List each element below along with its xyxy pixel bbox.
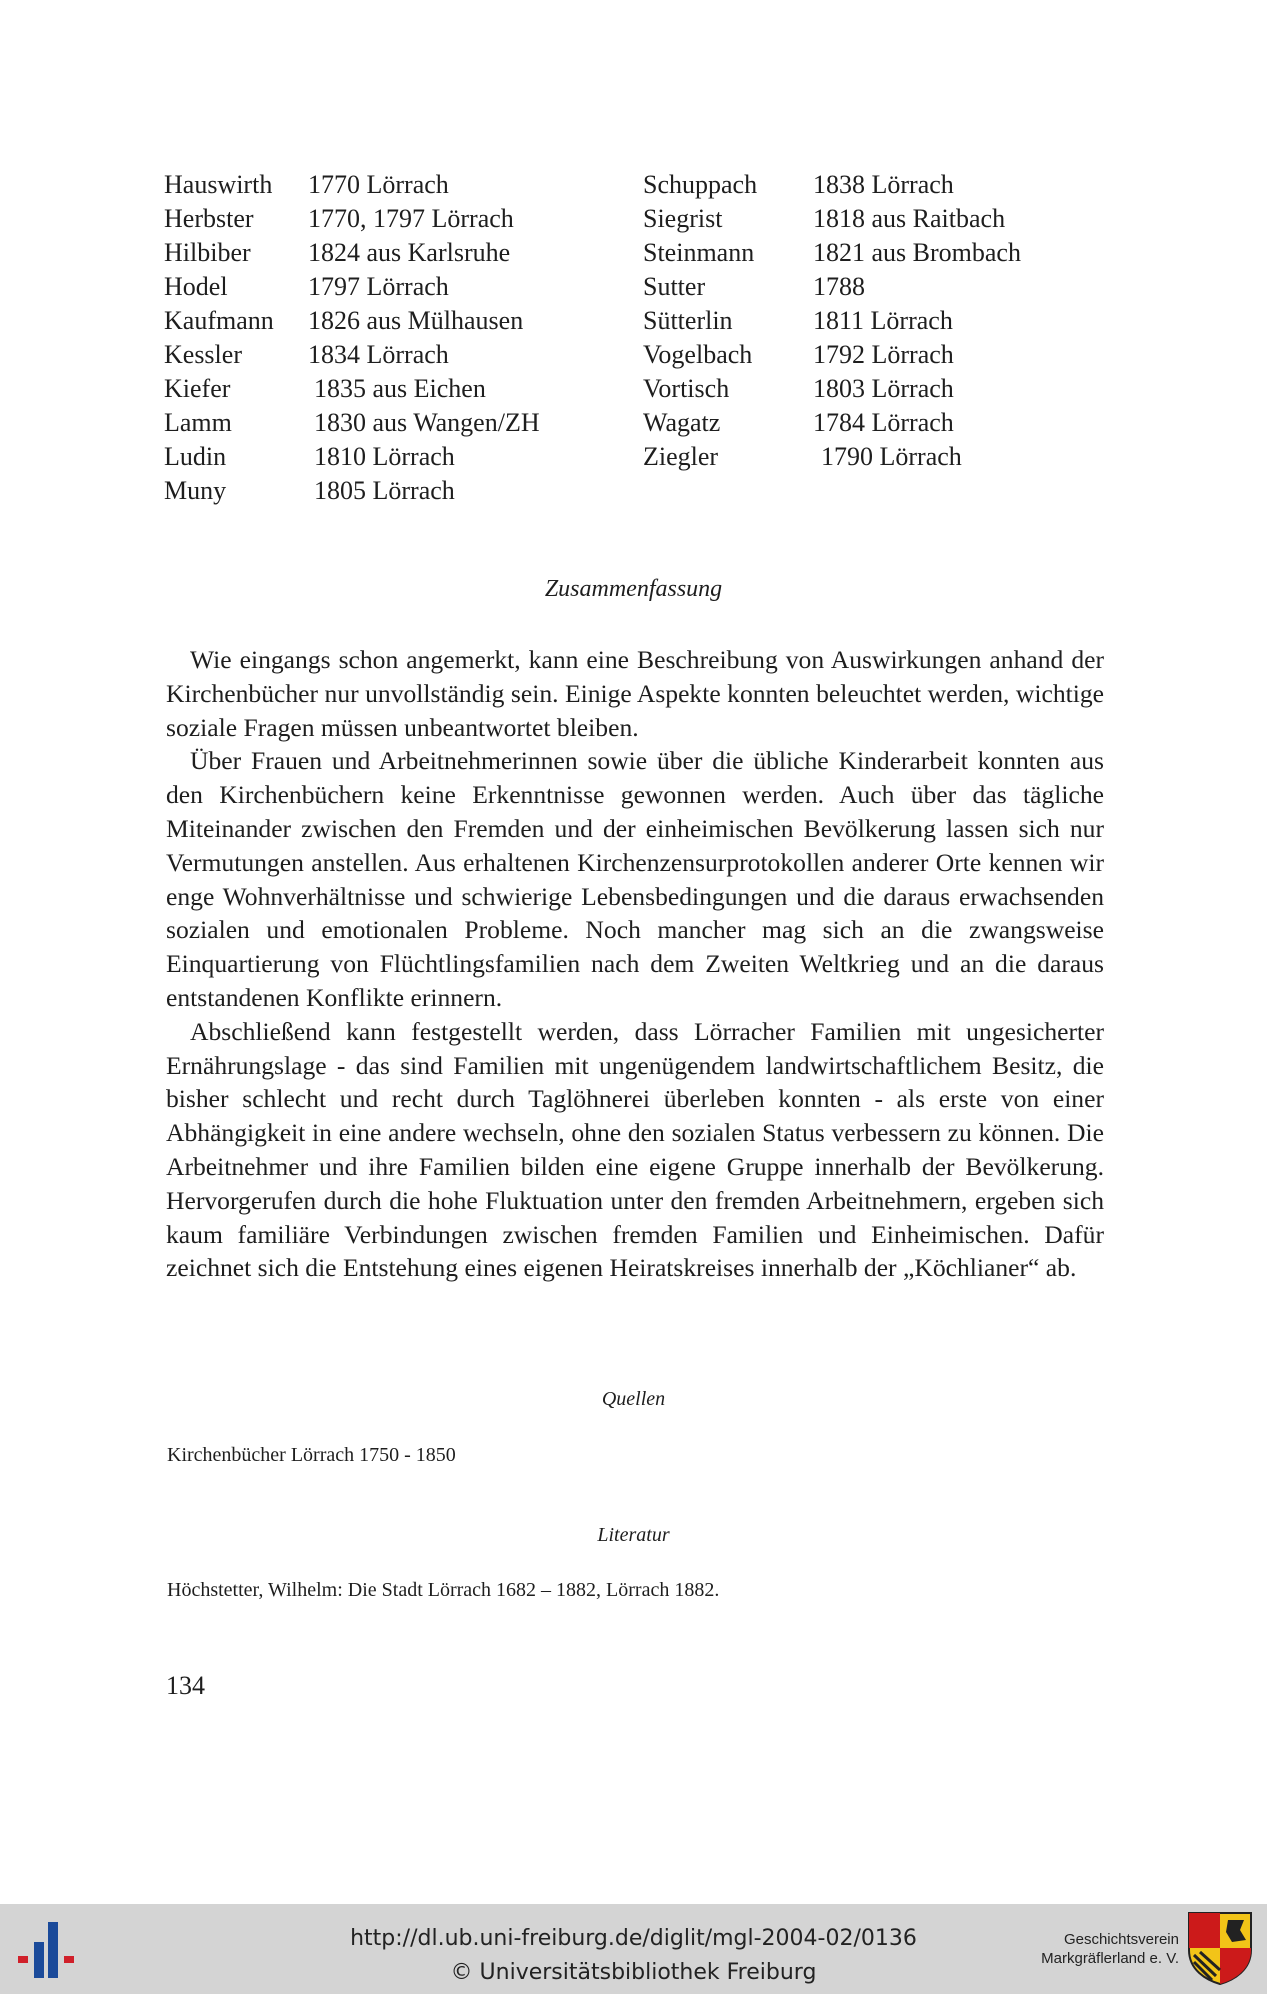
family-info: 1770, 1797 Lörrach [308, 204, 514, 233]
names-row [164, 270, 540, 304]
names-table-left [164, 168, 540, 508]
family-info: 1797 Lörrach [308, 272, 449, 301]
logo-blue-bar-short [34, 1942, 44, 1978]
family-info: 1784 Lörrach [813, 408, 954, 437]
family-name: Kaufmann [164, 306, 274, 335]
society-name-line1: Geschichtsverein [1063, 1931, 1179, 1948]
family-info: 1811 Lörrach [813, 306, 953, 335]
names-row [643, 168, 1021, 202]
family-name: Muny [164, 476, 227, 505]
family-info: 1818 aus Raitbach [813, 204, 1006, 233]
summary-heading: Zusammenfassung [544, 576, 723, 602]
family-info: 1790 Lörrach [821, 442, 962, 471]
family-name: Vogelbach [643, 340, 753, 369]
literature-heading: Literatur [597, 1524, 670, 1546]
family-info: 1834 Lörrach [308, 340, 449, 369]
names-row [643, 236, 1021, 270]
family-name: Ziegler [643, 442, 719, 471]
family-info: 1838 Lörrach [813, 170, 954, 199]
family-info: 1788 [813, 272, 865, 301]
family-info: 1835 aus Eichen [314, 374, 486, 403]
society-name-line2: Markgräflerland e. V. [1041, 1950, 1179, 1967]
names-row [164, 474, 540, 508]
family-name: Ludin [164, 442, 227, 471]
family-name: Vortisch [643, 374, 730, 403]
names-row [643, 338, 1021, 372]
family-info: 1803 Lörrach [813, 374, 954, 403]
family-info: 1824 aus Karlsruhe [308, 238, 511, 267]
summary-paragraph: Wie eingangs schon angemerkt, kann eine Beschreibung von Auswirkungen anhand der Kirchenbücher nur unvollständig sein. Einige Aspekte konnten beleuchtet werden, wichtige soziale Fragen müssen unbeantwortet bleiben. [166, 645, 1104, 742]
family-name: Schuppach [643, 170, 758, 199]
footer-copyright: © Universitätsbibliothek Freiburg [450, 1960, 817, 1985]
family-info: 1821 aus Brombach [813, 238, 1021, 267]
names-row [643, 304, 1021, 338]
family-info: 1792 Lörrach [813, 340, 954, 369]
family-info: 1830 aus Wangen/ZH [314, 408, 540, 437]
names-row [164, 304, 540, 338]
family-name: Wagatz [643, 408, 721, 437]
logo-blue-bar-tall [48, 1922, 58, 1978]
summary-paragraph: Abschließend kann festgestellt werden, dass Lörracher Familien mit ungesicherter Ernährungslage - das sind Familien mit ungenügendem landwirtschaftlichem Besitz, die bisher schlecht und recht durch Taglöhnerei überleben konnten - als erste von einer Abhängigkeit in eine andere wechseln, ohne den sozialen Status verbessern zu können. Die Arbeitnehmer und ihre Familien bilden eine eigene Gruppe innerhalb der Bevölkerung. Hervorgerufen durch die hohe Fluktuation unter den fremden Arbeitnehmern, ergeben sich kaum familiäre Verbindungen zwischen fremden Familien und Einheimischen. Dafür zeichnet sich die Entstehung eines eigenen Heiratskreises innerhalb der „Köchlianer“ ab. [166, 1016, 1104, 1283]
library-logo-icon[interactable] [14, 1918, 80, 1980]
names-table-right [643, 168, 1021, 474]
family-name: Kessler [164, 340, 242, 369]
family-info: 1770 Lörrach [308, 170, 449, 199]
family-name: Herbster [164, 204, 254, 233]
names-row [164, 338, 540, 372]
names-row [643, 440, 1021, 474]
footer-url-link[interactable]: http://dl.ub.uni-freiburg.de/diglit/mgl-2004-02/0136 [350, 1926, 917, 1951]
page-number: 134 [166, 1671, 205, 1700]
names-row [164, 406, 540, 440]
names-row [643, 270, 1021, 304]
coat-of-arms-icon[interactable] [1186, 1910, 1254, 1986]
family-info: 1810 Lörrach [314, 442, 455, 471]
sources-heading: Quellen [601, 1388, 666, 1410]
society-name [1041, 1930, 1179, 1968]
summary-paragraph: Über Frauen und Arbeitnehmerinnen sowie über die übliche Kinderarbeit konnten aus den Kirchenbüchern keine Erkenntnisse gewonnen werden. Auch über das tägliche Miteinander zwischen den Fremden und der einheimischen Bevölkerung lassen sich nur Vermutungen anstellen. Aus erhaltenen Kirchenzensurprotokollen anderer Orte kennen wir enge Wohnverhältnisse und schwierige Lebensbedingungen und die daraus erwachsenden sozialen und emotionalen Probleme. Noch mancher mag sich an die zwangsweise Einquartierung von Flüchtlingsfamilien nach dem Zweiten Weltkrieg und an die daraus entstandenen Konflikte erinnern. [166, 746, 1104, 1012]
family-name: Hodel [164, 272, 228, 301]
crest-quarter-red [1189, 1913, 1220, 1948]
literature-entry: Höchstetter, Wilhelm: Die Stadt Lörrach 1682 – 1882, Lörrach 1882. [167, 1579, 720, 1601]
family-name: Lamm [164, 408, 232, 437]
names-row [164, 202, 540, 236]
family-name: Sutter [643, 272, 706, 301]
names-row [643, 202, 1021, 236]
family-info: 1826 aus Mülhausen [308, 306, 524, 335]
family-name: Steinmann [643, 238, 755, 267]
family-name: Hauswirth [164, 170, 273, 199]
family-name: Siegrist [643, 204, 723, 233]
family-name: Sütterlin [643, 306, 733, 335]
names-row [164, 168, 540, 202]
logo-red-block-right [64, 1956, 74, 1963]
sources-entry: Kirchenbücher Lörrach 1750 - 1850 [167, 1444, 456, 1466]
names-row [164, 236, 540, 270]
logo-red-block-left [18, 1956, 28, 1963]
family-name: Kiefer [164, 374, 231, 403]
names-row [164, 440, 540, 474]
family-info: 1805 Lörrach [314, 476, 455, 505]
summary-body [166, 643, 1104, 1285]
names-row [643, 372, 1021, 406]
crest-lower-red [1220, 1948, 1251, 1984]
family-name: Hilbiber [164, 238, 251, 267]
names-row [643, 406, 1021, 440]
names-row [164, 372, 540, 406]
